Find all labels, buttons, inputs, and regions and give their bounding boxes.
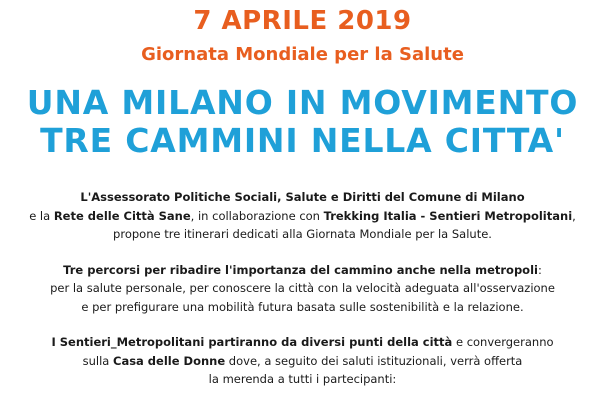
paragraph-3-line-2 [0, 352, 605, 371]
text-span: dove, a seguito dei saluti istituzionali, verrà offerta [225, 353, 523, 368]
text-span: e convergeranno [452, 335, 554, 349]
paragraph-3 [0, 333, 605, 389]
paragraph-1 [0, 188, 605, 244]
event-subtitle: Giornata Mondiale per la Salute [141, 44, 464, 65]
trekking-italia-text: Trekking Italia - Sentieri Metropolitani [323, 208, 573, 223]
paragraph-3-line-3: la merenda a tutti i partecipanti: [208, 372, 397, 386]
paragraph-2-line-2: per la salute personale, per conoscere la città con la velocità adeguata all'osservazione [50, 281, 555, 295]
text-span: , [572, 208, 576, 223]
rete-citta-sane-text: Rete delle Città Sane [53, 208, 191, 223]
casa-delle-donne-text: Casa delle Donne [113, 353, 226, 368]
headline-line-1: UNA MILANO IN MOVIMENTO [26, 83, 579, 122]
spacer [0, 244, 605, 261]
paragraph-1-line-3: propone tre itinerari dedicati alla Giornata Mondiale per la Salute. [113, 227, 492, 241]
text-span: e la [29, 208, 54, 223]
paragraph-3-line-1 [0, 333, 605, 352]
paragraph-2 [0, 261, 605, 317]
text-span: , in collaborazione con [190, 208, 324, 223]
text-span: sulla [82, 353, 113, 368]
paragraph-1-line-2 [0, 207, 605, 226]
event-date: 7 APRILE 2019 [193, 6, 412, 36]
assessorato-text: L'Assessorato Politiche Sociali, Salute e Diritti del Comune di Milano [80, 190, 525, 204]
tre-percorsi-text: Tre percorsi per ribadire l'importanza del cammino anche nella metropoli [63, 262, 538, 277]
paragraph-2-line-1 [0, 261, 605, 280]
sentieri-metropolitani-text: I Sentieri_Metropolitani partiranno da diversi punti della città [51, 335, 453, 349]
text-span: : [537, 262, 542, 277]
body-text [0, 188, 605, 389]
paragraph-2-line-3: e per prefigurare una mobilità futura basata sulle sostenibilità e la relazione. [81, 299, 524, 314]
paragraph-1-line-1 [0, 188, 605, 207]
spacer [0, 316, 605, 333]
headline-line-2: TRE CAMMINI NELLA CITTA' [40, 121, 565, 160]
